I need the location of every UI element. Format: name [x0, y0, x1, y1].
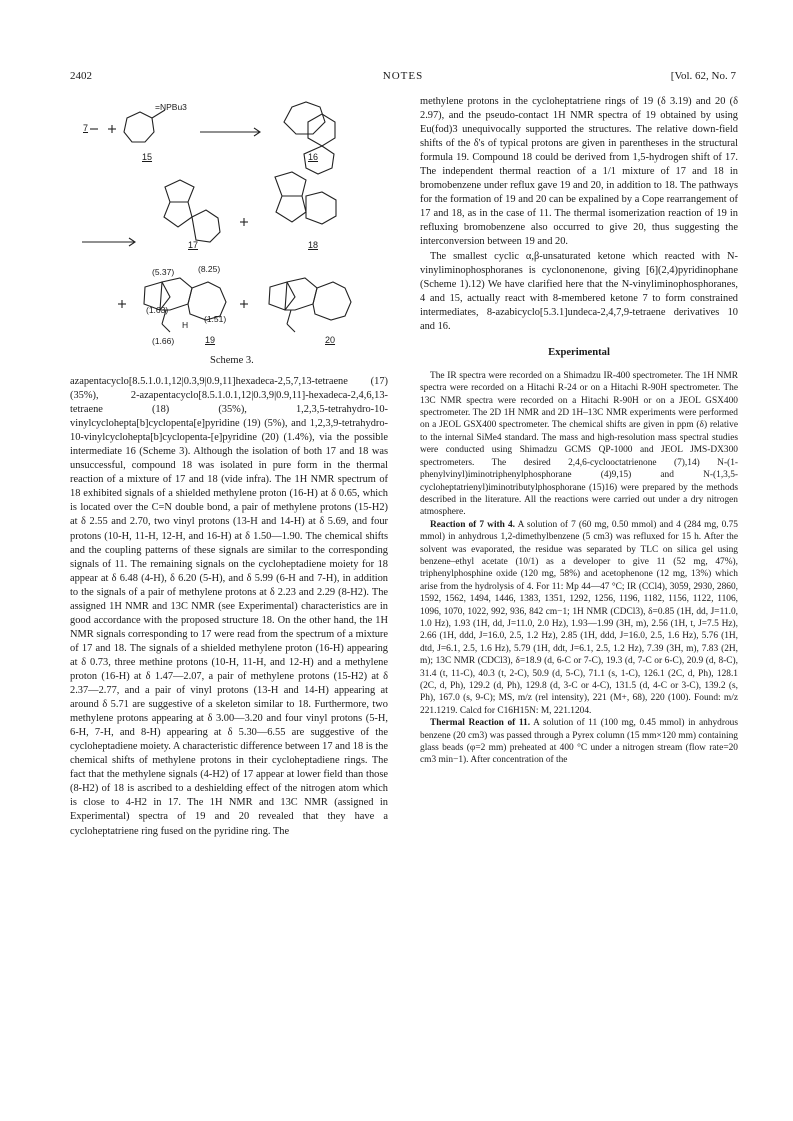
page-number: 2402	[70, 70, 92, 82]
scheme-caption: Scheme 3.	[210, 355, 254, 366]
experimental-heading: Experimental	[548, 346, 610, 358]
right-paragraph-2: The smallest cyclic α,β-unsaturated ketone which reacted with N-vinyliminophosphoranes is cyclononenone, giving [6](2,4)pyridinophane (Scheme 1).12) We have clarified here that the N-vinyliminophosphoranes, 4 and 15, actually react with 8-membered ketone 7 to form constrained intermediates, 8-azabicyclo[5.3.1]undeca-2,4,7,9-tetraene derivatives 10 and 16.	[420, 250, 738, 332]
reaction-scheme	[70, 92, 400, 372]
volume-info: [Vol. 62, No. 7	[670, 70, 736, 82]
shift-label-1: (5.37)	[152, 267, 175, 277]
left-paragraph-1: azapentacyclo[8.5.1.0.1,12|0.3,9|0.9,11]hexadeca-2,5,7,13-tetraene (17) (35%), 2-azapentacyclo[8.5.1.0.1,12|0.3,9|0.9,11]-hexadeca-2,4,6,13-tetraene (18) (35%), 1,2,3,5-tetrahydro-10-vinylcyclohepta[b]cyclopenta[e]pyridine (19) (5%), and 1,2,3,9-tetrahydro-10-vinylcyclohepta[b]cyclopenta-[e]pyridine (20) (1.4%), via the possible intermediate 16 (Scheme 3). Although the isolation of both 17 and 18 was unsuccessful, compound 18 was isolated in pure form in the thermal reaction of a mixture of 17 and 18 (vide infra). The 1H NMR spectrum of 18 exhibited signals of a shielded methylene proton (16-H) at δ 0.65, which is located over the C=N double bond, a pair of methylene protons (15-H2) at δ 2.55 and 2.70, two vinyl protons (13-H and 14-H) at δ 5.69, and four protons (10-H, 11-H, 12-H, and 16-H) at δ 1.50—1.90. The chemical shifts and the coupling patterns of these signals are similar to the corresponding signals of 11. The remaining signals on the cycloheptadiene moiety for 18 appear at δ 6.48 (4-H), δ 6.20 (5-H), and δ 5.99 (6-H and 7-H), in addition to the signals of a pair of methylene protons at δ 2.23 and 2.29 (8-H2). The assigned 1H NMR and 13C NMR (see Experimental) characteristics are in good accordance with the proposed structure 18. On the other hand, the 1H NMR signals corresponding to 17 were read from the spectrum of a mixture of 17 and 18. The signals of a shielded methylene proton (16-H) appearing at δ 0.73, three methine protons (10-H, 11-H, and 12-H) and a methylene proton (16-H) at δ 1.47—2.07, a pair of methylene protons (15-H2) at δ 2.37—2.77, and a pair of vinyl protons (13-H and 14-H) appearing at around δ 5.71 are suggestive of a skeleton similar to 18. Furthermore, two methylene protons appearing at δ 3.00—3.20 and four vinyl protons (5-H, 6-H, 7-H, and 8-H) appearing at δ 5.30—6.55 are suggestive of the cycloheptadiene moiety. A characteristic difference between 17 and 18 is the chemical shifts of methylene protons in their cycloheptadiene rings. The fact that the methylene signals (4-H2) of 17 appear at lower field than those (8-H2) of 18 is ascribed to a deshielding effect of the nitrogen atom which is close to 4-H2 in 17. The 1H NMR and 13C NMR (assigned in Experimental) spectra of 19 and 20 revealed that they have a cycloheptatriene ring fused on the pyridine ring. The	[70, 376, 388, 837]
h-atom-label: H	[182, 320, 189, 330]
right-paragraph-1: methylene protons in the cycloheptatriene rings of 19 (δ 3.19) and 20 (δ 2.97), and the pseudo-contact 1H NMR spectra of 19 obtained by using Eu(fod)3 unequivocally supported the structures. The relative down-field shifts of the δ's of typical protons are given in parentheses in the structural formula 19. Compound 18 could be derived from 1,5-hydrogen shift of 17. The independent thermal reaction of a 1/1 mixture of 17 and 18 in bromobenzene under reflux gave 19 and 20, in addition to 18. The pathways for the formation of 19 and 20 can be expalined by a Cope rearrangement of 17 and 18, as in the case of 11. The thermal isomerization reaction of 19 in refluxing bromobenzene also occurred to give 20, thus suggesting the interconversion between 19 and 20.	[420, 96, 738, 248]
compound-19-label: 19	[205, 335, 216, 345]
shift-label-2: (8.25)	[198, 264, 221, 274]
compound-18-label: 18	[308, 240, 319, 250]
experimental-paragraph-1: The IR spectra were recorded on a Shimadzu IR-400 spectrometer. The 1H NMR spectra were recorded on a Hitachi R-24 or on a Hitachi R-90H spectrometer. The 13C NMR spectra were recorded on a Hitachi R-90H or on a JEOL GSX400 spectrometer. The 2D 1H NMR and 2D 1H–13C NMR experiments were performed on a JEOL GSX400 spectrometer. The chemical shifts are given in ppm (δ) relative to the internal SiMe4 standard. The mass and high-resolution mass spectral studies were conducted using Shimadzu GCMS QP-1000 and JEOL JMS-DX300 spectrometers. The desired 2,4,6-cyclooctatrienone (7),14) N-(1-phenylvinyl)iminotriphenylphosphorane (4)9,15) and N-(1,3,5-cycloheptatrienyl)iminotributylphosphorane (15)16) were prepared by the methods described in the literature. All the reactions were carried out under a dry nitrogen atmosphere.	[420, 370, 738, 518]
scheme-structures	[70, 92, 400, 372]
experimental-text-2: A solution of 7 (60 mg, 0.50 mmol) and 4 (284 mg, 0.75 mmol) in anhydrous 1,2-dimethylbenzene (5 cm3) was refluxed for 15 h. After the solvent was evaporated, the residue was separated by TLC on silica gel using benzene–ethyl acetate (10/1) as a developer to give 11 (52 mg, 47%), triphenylphosphine oxide (120 mg, 58%) and acetophenone (12 mg, 13%) which arise from the hydrolysis of 4. For 11: Mp 44—47 °C; IR (CCl4), 3059, 2930, 2860, 1592, 1562, 1494, 1446, 1383, 1351, 1292, 1256, 1196, 1182, 1156, 1122, 1106, 1096, 1070, 1022, 992, 936, 842 cm−1; 1H NMR (CDCl3), δ=0.85 (1H, dd, J=11.0, 1.0 Hz), 1.93 (1H, dd, J=11.0, 2.0 Hz), 1.93—1.99 (3H, m), 2.56 (1H, t, J=7.5 Hz), 2.66 (1H, ddd, J=16.0, 2.5, 1.2 Hz), 2.85 (1H, ddd, J=16.0, 2.5, 1.6 Hz), 5.76 (1H, dtd, J=6.1, 2.5, 1.6 Hz), 5.79 (1H, ddt, J=6.1, 2.5, 1.2 Hz), 7.39 (3H, m), 7.83 (2H, m); 13C NMR (CDCl3), δ=18.9 (d, 6-C or 7-C), 19.3 (d, 7-C or 6-C), 20.9 (d, 8-C), 31.4 (t, 11-C), 40.3 (t, 2-C), 50.9 (d, 5-C), 71.1 (s, 1-C), 126.1 (2C, d, Ph), 128.1 (2C, d, Ph), 129.2 (d, Ph), 129.8 (d, 3-C or 4-C), 131.5 (d, 4-C or 3-C), 139.2 (s, Ph), 167.0 (s, 9-C); MS, m/z (rel intensity), 221 (M+, 68), 220 (100). Found: m/z 221.1219. Calcd for C16H15N: M, 221.1204.	[420, 519, 738, 716]
right-column	[420, 95, 738, 767]
left-column	[70, 375, 388, 839]
page-header	[70, 70, 736, 84]
compound-20-label: 20	[325, 335, 336, 345]
shift-label-3: (1.63)	[146, 305, 169, 315]
experimental-section	[420, 370, 738, 767]
compound-15-label: 15	[142, 152, 153, 162]
compound-7-label: 7	[83, 123, 89, 133]
run-in-heading-1: Reaction of 7 with 4.	[430, 519, 516, 530]
compound-17-label: 17	[188, 240, 199, 250]
run-in-heading-2: Thermal Reaction of 11.	[430, 718, 531, 729]
shift-label-4: (1.51)	[204, 314, 227, 324]
experimental-paragraph-3	[420, 717, 738, 767]
experimental-paragraph-2	[420, 519, 738, 718]
shift-label-5: (1.66)	[152, 336, 175, 346]
reagent-label: =NPBu3	[155, 102, 187, 112]
experimental-text-3: A solution of 11 (100 mg, 0.45 mmol) in anhydrous benzene (20 cm3) was passed through a Pyrex column (15 mm×120 mm) containing glass beads (φ=2 mm) preheated at 400 °C under a nitrogen stream (flow rate=20 cm3 min−1). After concentration of the	[420, 718, 738, 766]
running-title: NOTES	[382, 70, 424, 82]
compound-16-label: 16	[308, 152, 319, 162]
